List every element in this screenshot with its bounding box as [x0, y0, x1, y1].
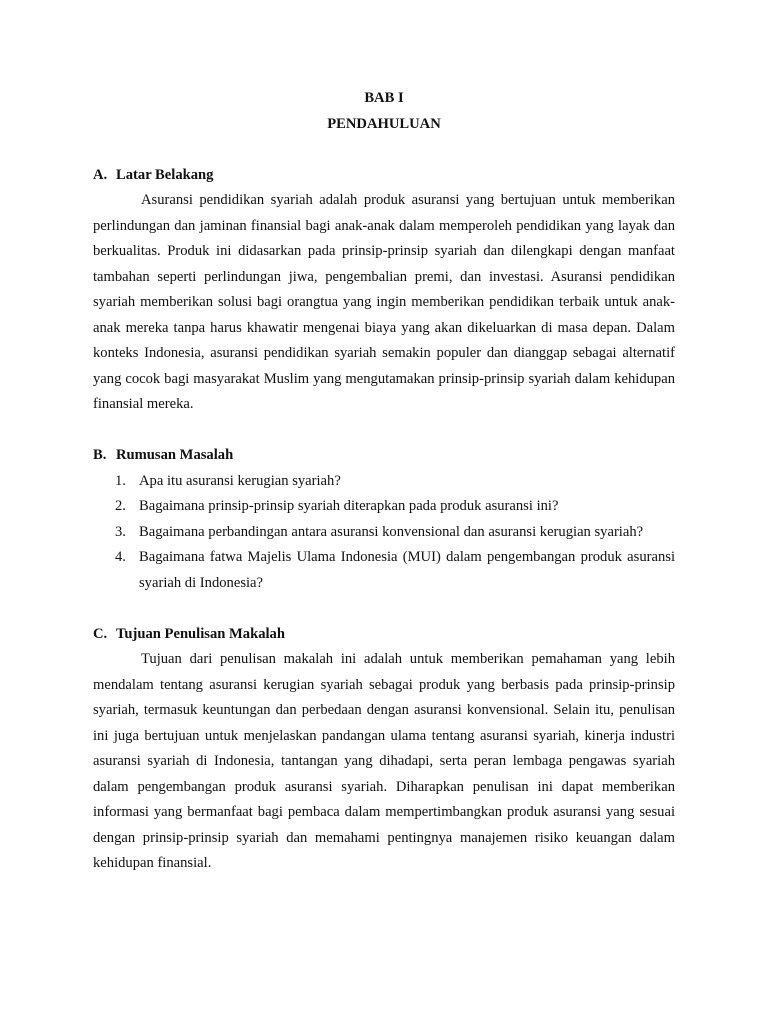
- section-title: Latar Belakang: [116, 166, 214, 183]
- list-item: [115, 494, 675, 520]
- list-item: [115, 520, 675, 546]
- chapter-label: BAB I: [364, 90, 404, 106]
- list-item-text: Apa itu asuransi kerugian syariah?: [139, 472, 341, 489]
- section-title: Tujuan Penulisan Makalah: [116, 625, 285, 642]
- section-letter: A.: [93, 166, 108, 183]
- list-item-text: Bagaimana prinsip-prinsip syariah diterapkan pada produk asuransi ini?: [139, 498, 559, 514]
- list-item: [115, 469, 675, 495]
- list-item-text: Bagaimana perbandingan antara asuransi konvensional dan asuransi kerugian syariah?: [139, 523, 644, 540]
- chapter-title: PENDAHULUAN: [327, 115, 441, 132]
- spacer: [93, 596, 675, 622]
- list-item-number: 3.: [115, 523, 126, 540]
- list-item-number: 1.: [115, 472, 126, 489]
- list-item: [115, 545, 675, 596]
- section-letter: B.: [93, 447, 107, 463]
- spacer: [93, 418, 675, 444]
- list-item-text: Bagaimana fatwa Majelis Ulama Indonesia (MUI) dalam pengembangan produk asuransi syariah di Indonesia?: [139, 549, 675, 591]
- section-letter: C.: [93, 625, 108, 642]
- paragraph-latar-belakang: Asuransi pendidikan syariah adalah produk asuransi yang bertujuan untuk memberikan perlindungan dan jaminan finansial bagi anak-anak dalam memperoleh pendidikan yang layak dan berkualitas. Produk ini didasarkan pada prinsip-prinsip syariah dan dilengkapi dengan manfaat tambahan seperti perlindungan jiwa, pengembalian premi, dan investasi. Asuransi pendidikan syariah memberikan solusi bagi orangtua yang ingin memberikan pendidikan terbaik untuk anak-anak mereka tanpa harus khawatir mengenai biaya yang akan dikeluarkan di masa depan. Dalam konteks Indonesia, asuransi pendidikan syariah semakin populer dan dianggap sebagai alternatif yang cocok bagi masyarakat Muslim yang mengutamakan prinsip-prinsip syariah dalam kehidupan finansial mereka.: [93, 192, 675, 412]
- spacer: [93, 137, 675, 163]
- list-item-number: 4.: [115, 549, 126, 565]
- document-page: [93, 86, 675, 877]
- rumusan-masalah-list: [93, 469, 675, 597]
- list-item-number: 2.: [115, 498, 126, 514]
- section-heading-rumusan-masalah: [93, 443, 675, 469]
- paragraph-tujuan-penulisan: Tujuan dari penulisan makalah ini adalah untuk memberikan pemahaman yang lebih mendalam tentang asuransi kerugian syariah sebagai produk yang berbasis pada prinsip-prinsip syariah, termasuk keuntungan dan perbedaan dengan asuransi konvensional. Selain itu, penulisan ini juga bertujuan untuk menjelaskan pandangan ulama tentang asuransi syariah, kinerja industri asuransi syariah di Indonesia, tantangan yang dihadapi, serta peran lembaga pengawas syariah dalam pengembangan produk asuransi syariah. Diharapkan penulisan ini dapat memberikan informasi yang bermanfaat bagi pembaca dalam mempertimbangkan produk asuransi yang sesuai dengan prinsip-prinsip syariah dan memahami pentingnya manajemen risiko keuangan dalam kehidupan finansial.: [93, 651, 675, 871]
- section-heading-tujuan-penulisan: [93, 622, 675, 648]
- section-heading-latar-belakang: [93, 163, 675, 189]
- section-title: Rumusan Masalah: [116, 447, 234, 463]
